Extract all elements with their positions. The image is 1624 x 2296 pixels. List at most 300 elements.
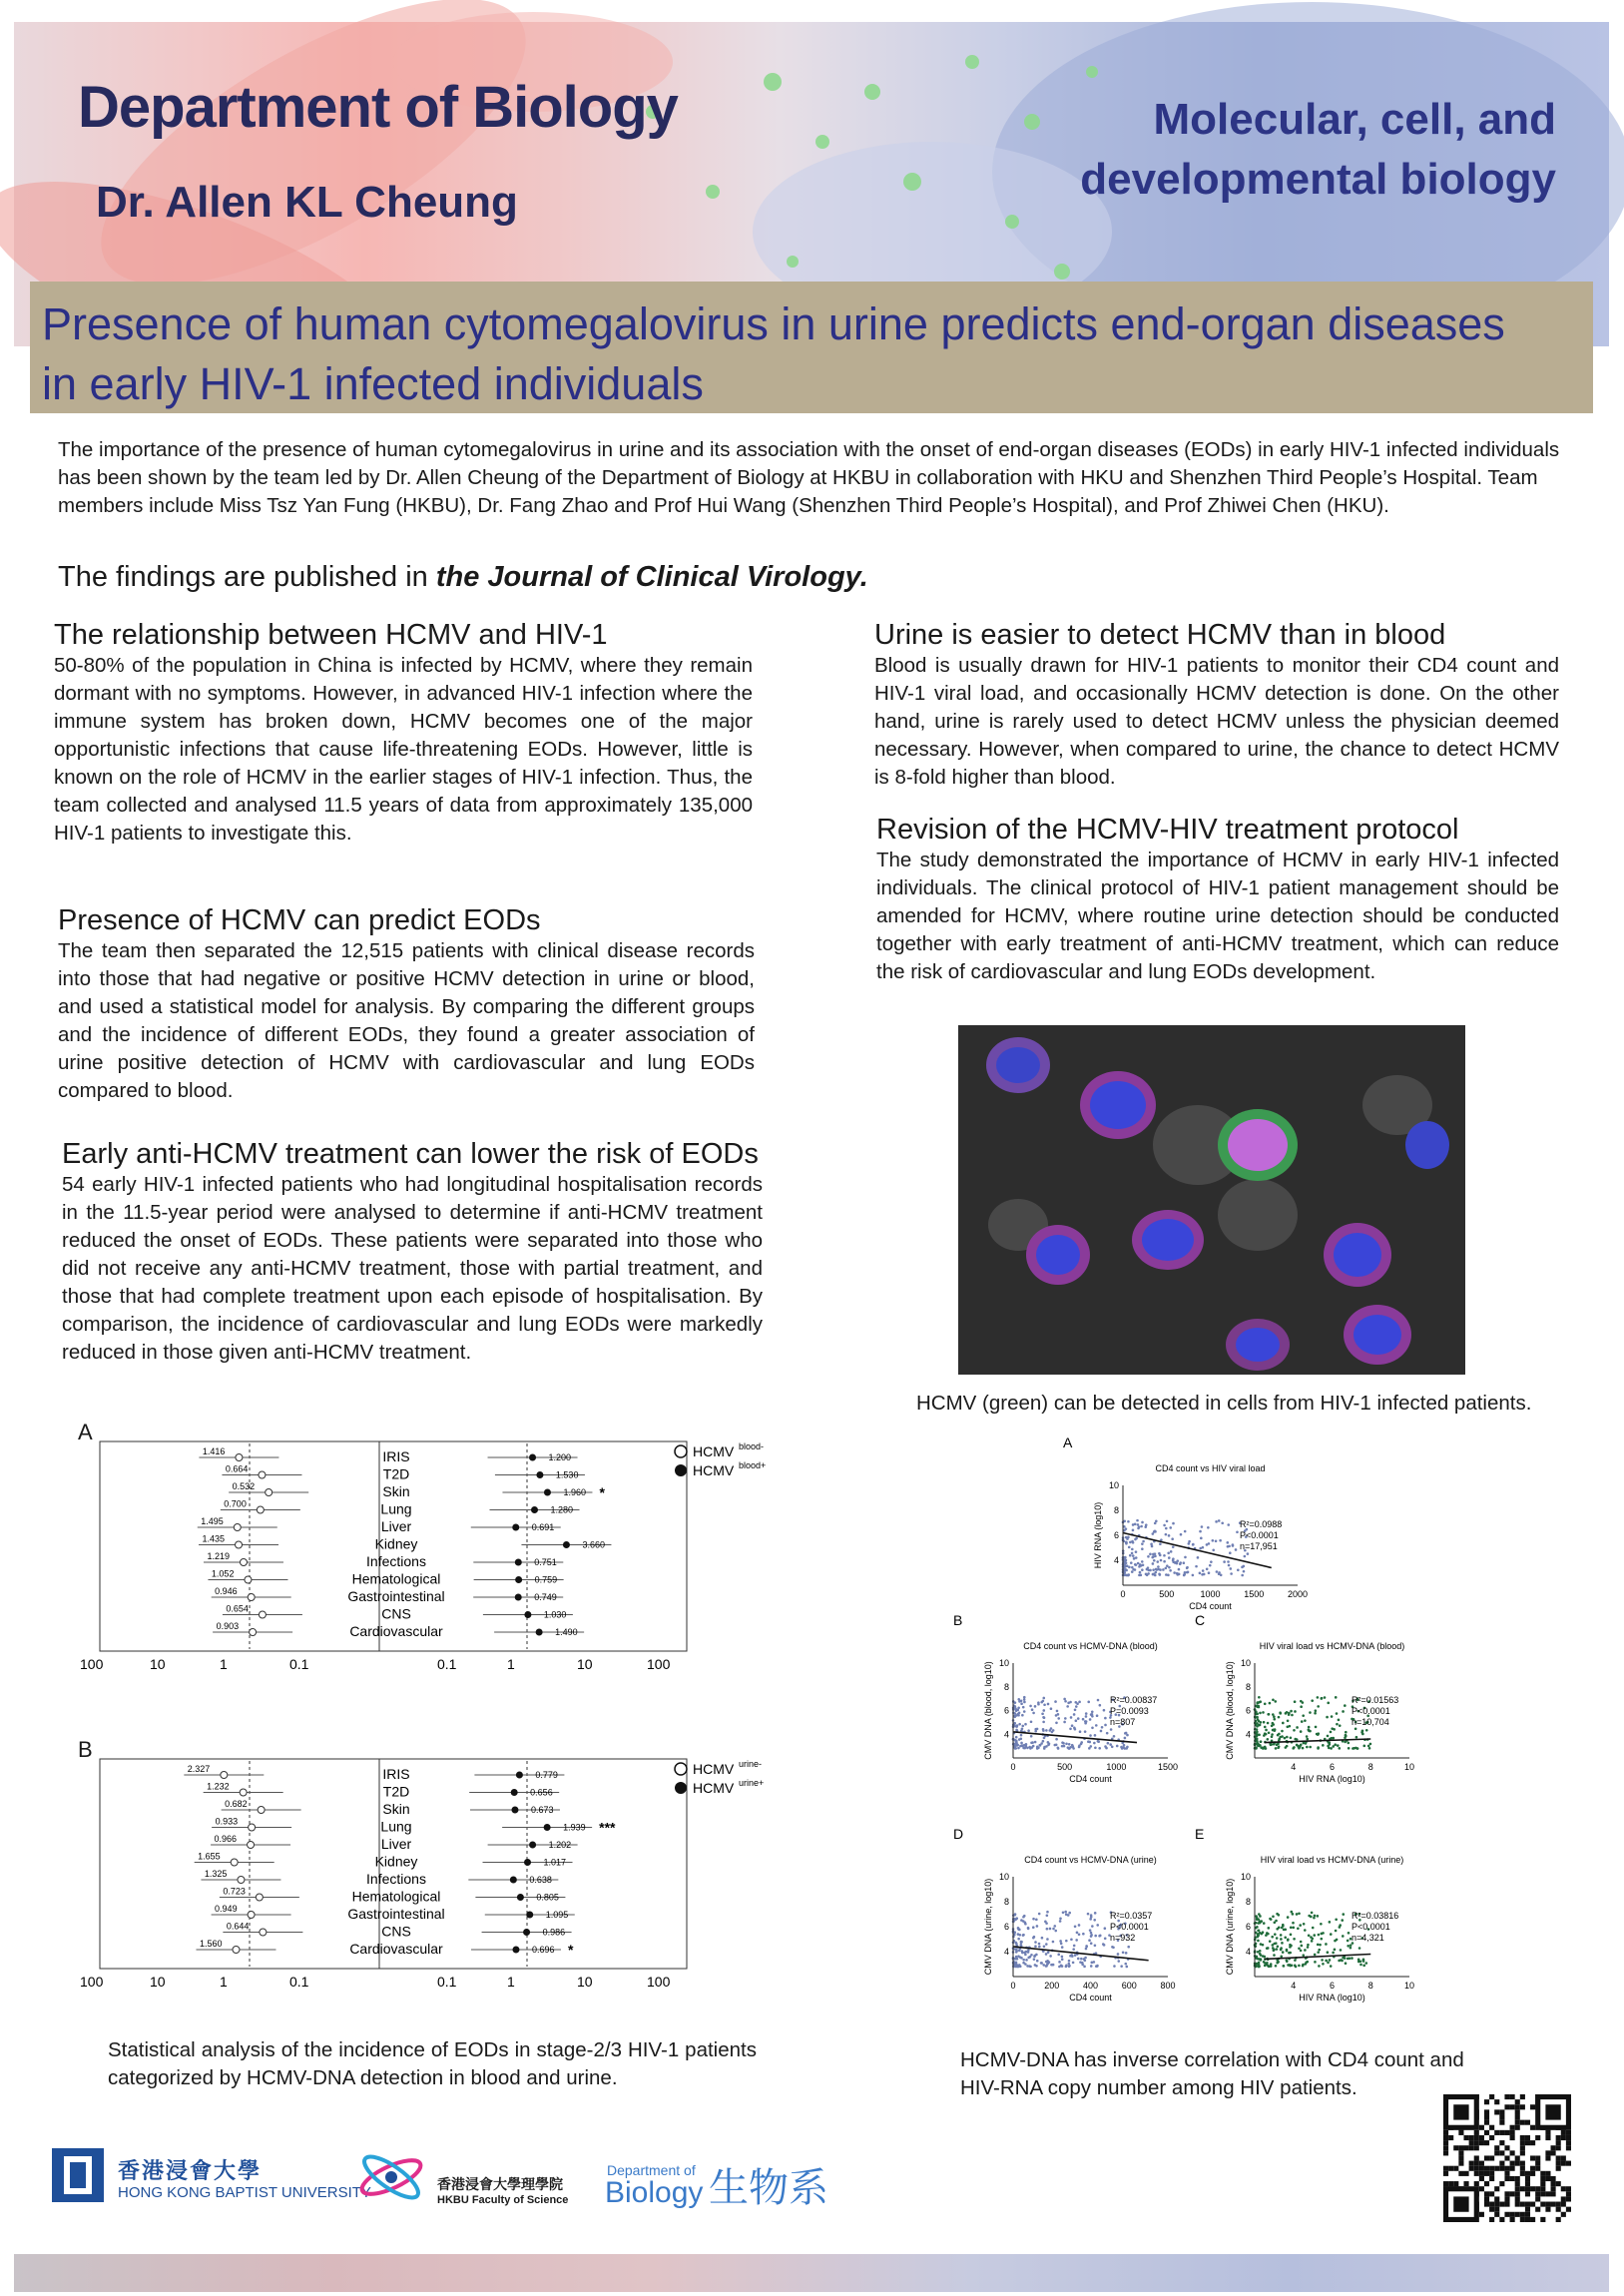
forest-point-filled	[516, 1772, 523, 1779]
scatter-point	[1103, 1709, 1106, 1712]
scatter-point	[1089, 1734, 1092, 1737]
scatter-point	[1106, 1732, 1109, 1735]
scatter-xlabel: CD4 count	[1069, 1774, 1112, 1784]
qr-module	[1479, 2176, 1484, 2181]
qr-module	[1535, 2135, 1540, 2140]
scatter-point	[1208, 1571, 1211, 1574]
scatter-point	[1285, 1712, 1288, 1715]
scatter-point	[1286, 1959, 1289, 1962]
scatter-point	[1041, 1937, 1044, 1940]
scatter-point	[1091, 1727, 1094, 1730]
qr-module	[1510, 2212, 1515, 2217]
scatter-point	[1277, 1945, 1280, 1948]
forest-category-label: T2D	[382, 1465, 410, 1482]
scatter-point	[1327, 1951, 1330, 1954]
qr-module	[1530, 2186, 1535, 2191]
qr-code[interactable]	[1443, 2094, 1571, 2222]
scatter-point	[1018, 1700, 1021, 1703]
scatter-point	[1078, 1933, 1081, 1936]
scatter-point	[1206, 1543, 1209, 1546]
scatter-point	[1068, 1743, 1071, 1746]
scatter-panels	[953, 1435, 1477, 2036]
scatter-point	[1015, 1943, 1018, 1946]
qr-module	[1504, 2104, 1509, 2109]
forest-category-label: IRIS	[382, 1448, 410, 1464]
scatter-point	[1306, 1746, 1309, 1749]
scatter-point	[1335, 1930, 1338, 1933]
scatter-point	[1104, 1745, 1107, 1748]
qr-module	[1540, 2217, 1545, 2222]
scatter-point	[1068, 1965, 1071, 1968]
scatter-point	[1219, 1539, 1222, 1542]
forest-category-label: Kidney	[374, 1535, 418, 1552]
scatter-point	[1046, 1938, 1049, 1941]
qr-module	[1530, 2171, 1535, 2176]
scatter-point	[1304, 1949, 1307, 1952]
scatter-point	[1288, 1713, 1291, 1716]
scatter-point	[1055, 1722, 1058, 1725]
scatter-point	[1132, 1568, 1135, 1571]
forest-category-label: CNS	[381, 1605, 411, 1622]
poster-title-line1: Presence of human cytomegalovirus in urine predicts end-organ diseases	[42, 298, 1505, 349]
hkbu-logo-icon	[48, 2144, 108, 2206]
scatter-point	[1273, 1718, 1276, 1721]
scatter-point	[1020, 1742, 1023, 1745]
scatter-point	[1256, 1936, 1259, 1939]
forest-tick-right: 0.1	[437, 1974, 457, 1990]
qr-module	[1489, 2135, 1494, 2140]
forest-value-right: 1.017	[543, 1857, 567, 1868]
forest-category-label: Infections	[366, 1553, 426, 1569]
scatter-point	[1277, 1734, 1280, 1737]
scatter-point	[1054, 1930, 1057, 1933]
scatter-point	[1335, 1918, 1338, 1921]
scatter-point	[1365, 1962, 1368, 1965]
forest-value-right: 0.751	[534, 1557, 557, 1567]
scatter-point	[1348, 1932, 1351, 1935]
scatter-point	[1227, 1523, 1230, 1526]
scatter-point	[1229, 1551, 1232, 1554]
scatter-point	[1284, 1737, 1287, 1740]
scatter-point	[1042, 1721, 1045, 1724]
scatter-y-tick: 10	[1108, 1480, 1119, 1490]
forest-value-right: 0.656	[530, 1787, 553, 1798]
scatter-point	[1348, 1747, 1351, 1750]
scatter-title: CD4 count vs HIV viral load	[1155, 1463, 1266, 1473]
forest-value-right: 1.939	[563, 1822, 586, 1833]
scatter-point	[1302, 1954, 1305, 1957]
qr-module	[1489, 2217, 1494, 2222]
qr-module	[1540, 2171, 1545, 2176]
hkbu-name-cn: 香港浸會大學	[118, 2158, 263, 2183]
scatter-point	[1264, 1702, 1267, 1705]
scatter-point	[1260, 1740, 1263, 1743]
scatter-point	[1291, 1714, 1294, 1717]
scatter-point	[1305, 1742, 1308, 1745]
forest-category-label: T2D	[382, 1783, 410, 1800]
scatter-point	[1057, 1746, 1060, 1749]
scatter-point	[1093, 1919, 1096, 1922]
qr-module	[1494, 2202, 1499, 2207]
scatter-point	[1133, 1557, 1136, 1560]
scatter-point	[1031, 1741, 1034, 1744]
qr-module	[1520, 2094, 1525, 2099]
scatter-point	[1125, 1565, 1128, 1568]
scatter-point	[1080, 1958, 1083, 1961]
scatter-point	[1365, 1729, 1368, 1732]
qr-module	[1443, 2145, 1448, 2150]
scatter-point	[1068, 1963, 1071, 1966]
faculty-science-logo-icon	[355, 2146, 427, 2208]
scatter-point	[1125, 1732, 1128, 1735]
scatter-point	[1154, 1555, 1157, 1558]
scatter-point	[1258, 1913, 1261, 1916]
scatter-y-tick: 10	[1240, 1658, 1251, 1668]
legend-label-negative: HCMV	[693, 1761, 735, 1777]
scatter-point	[1294, 1965, 1297, 1968]
scatter-point	[1310, 1936, 1313, 1939]
panel-label-a: A	[78, 1420, 93, 1444]
scatter-point	[1165, 1567, 1168, 1570]
heading-relationship: The relationship between HCMV and HIV-1	[54, 619, 608, 651]
scatter-point	[1085, 1715, 1088, 1718]
qr-module	[1545, 2207, 1550, 2212]
qr-module	[1545, 2150, 1550, 2155]
scatter-point	[1034, 1705, 1037, 1708]
scatter-point	[1139, 1571, 1142, 1574]
scatter-point	[1078, 1924, 1081, 1927]
scatter-point	[1068, 1912, 1071, 1915]
journal-name: the Journal of Clinical Virology.	[435, 561, 868, 593]
scatter-point	[1218, 1572, 1221, 1575]
scatter-point	[1049, 1955, 1052, 1958]
text-urine: Blood is usually drawn for HIV-1 patients to monitor their CD4 count and HIV-1 viral load, and occasionally HCMV detection is done. On the other hand, urine is rarely used to detect HCMV unless the physician deemed necessary. However, when compared to urine, the chance to detect HCMV is 8-fold higher than blood.	[874, 654, 1559, 789]
forest-value-right: 0.696	[531, 1945, 555, 1955]
forest-category-label: Kidney	[374, 1853, 418, 1870]
forest-point-filled	[515, 1559, 522, 1566]
scatter-point	[1131, 1552, 1134, 1555]
scatter-point	[1020, 1702, 1023, 1705]
scatter-point	[1168, 1556, 1171, 1559]
scatter-point	[1078, 1701, 1081, 1704]
forest-value-left: 1.052	[211, 1568, 235, 1579]
scatter-point	[1104, 1724, 1107, 1727]
forest-point-open	[249, 1824, 256, 1831]
qr-module	[1520, 2186, 1525, 2191]
scatter-point	[1345, 1962, 1348, 1965]
scatter-point	[1017, 1747, 1020, 1750]
scatter-point	[1027, 1928, 1030, 1931]
scatter-point	[1030, 1735, 1033, 1738]
scatter-point	[1020, 1734, 1023, 1737]
qr-module	[1520, 2104, 1525, 2109]
scatter-point	[1038, 1913, 1041, 1916]
qr-module	[1551, 2191, 1556, 2196]
scatter-point	[1074, 1954, 1077, 1957]
scatter-point	[1063, 1721, 1066, 1724]
scatter-point	[1091, 1710, 1094, 1713]
qr-module	[1540, 2202, 1545, 2207]
scatter-point	[1296, 1726, 1299, 1729]
scatter-point	[1199, 1572, 1202, 1575]
scatter-point	[1334, 1743, 1337, 1746]
scatter-point	[1278, 1716, 1281, 1719]
scatter-point	[1125, 1536, 1128, 1539]
scatter-point	[1024, 1954, 1027, 1957]
qr-module	[1545, 2171, 1550, 2176]
qr-module	[1525, 2176, 1530, 2181]
scatter-point	[1314, 1915, 1317, 1918]
scatter-ylabel: CMV DNA (urine, log10)	[1225, 1878, 1235, 1976]
qr-module	[1566, 2135, 1571, 2140]
scatter-point	[1275, 1942, 1278, 1945]
scatter-point	[1141, 1560, 1144, 1563]
scatter-point	[1087, 1701, 1090, 1704]
forest-point-open	[250, 1629, 257, 1636]
scatter-xlabel: CD4 count	[1189, 1601, 1232, 1611]
scatter-point	[1264, 1962, 1267, 1965]
qr-module	[1566, 2130, 1571, 2135]
scatter-point	[1283, 1965, 1286, 1968]
scatter-point	[1061, 1745, 1064, 1748]
scatter-point	[1020, 1942, 1023, 1945]
heading-early: Early anti-HCMV treatment can lower the risk of EODs	[62, 1138, 759, 1170]
scatter-x-tick: 10	[1403, 1762, 1415, 1772]
scatter-point	[1307, 1946, 1310, 1949]
qr-module	[1510, 2125, 1515, 2130]
scatter-point	[1293, 1938, 1296, 1941]
scatter-stat: n=807	[1110, 1716, 1136, 1727]
scatter-point	[1265, 1747, 1268, 1750]
publication-note	[58, 561, 868, 594]
forest-point-open	[238, 1877, 245, 1884]
scatter-point	[1056, 1710, 1059, 1713]
scatter-point	[1026, 1747, 1029, 1750]
scatter-x-tick: 6	[1329, 1762, 1336, 1772]
scatter-point	[1338, 1719, 1341, 1722]
forest-category-label: Skin	[382, 1483, 410, 1499]
qr-module	[1510, 2176, 1515, 2181]
scatter-point	[1165, 1527, 1168, 1530]
scatter-point	[1347, 1945, 1350, 1948]
scatter-point	[1322, 1744, 1325, 1747]
qr-module	[1484, 2191, 1489, 2196]
scatter-point	[1068, 1747, 1071, 1750]
qr-module	[1484, 2120, 1489, 2125]
scatter-point	[1065, 1940, 1068, 1943]
qr-module	[1463, 2181, 1468, 2186]
scatter-point	[1304, 1719, 1307, 1722]
forest-tick-left: 10	[150, 1656, 166, 1672]
scatter-point	[1280, 1949, 1283, 1952]
qr-module	[1535, 2161, 1540, 2166]
scatter-point	[1152, 1562, 1155, 1565]
scatter-y-tick: 6	[1245, 1705, 1251, 1716]
scatter-point	[1061, 1946, 1064, 1949]
scatter-point	[1022, 1920, 1025, 1923]
qr-module	[1474, 2135, 1479, 2140]
scatter-y-tick: 10	[998, 1658, 1009, 1668]
forest-value-left: 0.949	[215, 1904, 238, 1914]
scatter-point	[1338, 1747, 1341, 1750]
scatter-point	[1359, 1964, 1362, 1967]
scatter-point	[1300, 1700, 1303, 1703]
scatter-point	[1068, 1960, 1071, 1963]
legend-marker-filled	[675, 1782, 687, 1794]
scatter-point	[1061, 1956, 1064, 1959]
forest-value-right: 1.202	[548, 1840, 572, 1850]
text-relationship: 50-80% of the population in China is infected by HCMV, where they remain dormant with no symptoms. However, in advanced HIV-1 infection where the immune system has broken down, HCMV becomes one of the major opportunistic infections that cause life-threatening EODs. However, little is known on the role of HCMV in the earlier stages of HIV-1 infection. Thus, the team collected and analysed 11.5 years of data from approximately 135,000 HIV-1 patients to investigate this.	[54, 654, 753, 845]
qr-module	[1520, 2161, 1525, 2166]
scatter-point	[1339, 1724, 1342, 1727]
fluorescence-micrograph	[958, 1025, 1465, 1375]
qr-module	[1535, 2166, 1540, 2171]
scatter-point	[1176, 1572, 1179, 1575]
scatter-y-tick: 4	[1003, 1947, 1009, 1957]
legend-label-positive: HCMV	[693, 1462, 735, 1478]
scatter-point	[1027, 1957, 1030, 1960]
forest-point-filled	[515, 1576, 522, 1583]
scatter-point	[1265, 1733, 1268, 1736]
forest-tick-left: 0.1	[289, 1656, 309, 1672]
scatter-y-tick: 4	[1245, 1947, 1251, 1957]
qr-module	[1520, 2150, 1525, 2155]
scatter-point	[1064, 1911, 1067, 1914]
forest-point-open	[257, 1506, 264, 1513]
scatter-point	[1173, 1571, 1176, 1574]
scatter-point	[1362, 1745, 1365, 1748]
qr-module	[1489, 2125, 1494, 2130]
scatter-point	[1120, 1965, 1123, 1968]
forest-value-right: 0.986	[542, 1927, 566, 1938]
scatter-point	[1103, 1944, 1106, 1947]
scatter-point	[1046, 1914, 1049, 1917]
scatter-point	[1268, 1927, 1271, 1930]
qr-module	[1515, 2202, 1520, 2207]
forest-value-right: 0.805	[536, 1892, 559, 1903]
scatter-point	[1304, 1929, 1307, 1932]
scatter-point	[1159, 1554, 1162, 1557]
forest-point-filled	[531, 1506, 538, 1513]
scatter-point	[1141, 1542, 1144, 1545]
scatter-point	[1282, 1925, 1285, 1928]
scatter-point	[1070, 1954, 1073, 1957]
forest-point-filled	[536, 1471, 543, 1478]
qr-module	[1453, 2181, 1458, 2186]
scatter-point	[1262, 1711, 1265, 1714]
qr-module	[1510, 2150, 1515, 2155]
qr-module	[1494, 2207, 1499, 2212]
scatter-y-tick: 8	[1245, 1681, 1251, 1692]
forest-tick-right: 0.1	[437, 1656, 457, 1672]
qr-module	[1566, 2191, 1571, 2196]
scatter-point	[1260, 1954, 1263, 1957]
forest-value-left: 0.532	[232, 1481, 256, 1491]
legend-marker-open	[675, 1763, 687, 1775]
scatter-point	[1032, 1918, 1035, 1921]
qr-module	[1566, 2207, 1571, 2212]
qr-module	[1566, 2161, 1571, 2166]
scatter-point	[1241, 1574, 1244, 1577]
forest-point-filled	[524, 1611, 531, 1618]
scatter-point	[1155, 1520, 1158, 1523]
scatter-point	[1117, 1960, 1120, 1963]
scatter-point	[1199, 1547, 1202, 1550]
scatter-point	[1015, 1744, 1018, 1747]
qr-module	[1499, 2181, 1504, 2186]
scatter-point	[1091, 1715, 1094, 1718]
qr-module	[1463, 2171, 1468, 2176]
scatter-point	[1088, 1747, 1091, 1750]
scatter-point	[1287, 1964, 1290, 1967]
scatter-point	[1317, 1951, 1320, 1954]
scatter-point	[1271, 1733, 1274, 1736]
scatter-point	[1031, 1746, 1034, 1749]
forest-point-filled	[512, 1947, 519, 1954]
qr-module	[1515, 2196, 1520, 2201]
scatter-point	[1156, 1560, 1159, 1563]
scatter-point	[1036, 1747, 1039, 1750]
forest-point-open	[233, 1947, 240, 1954]
scatter-point	[1120, 1746, 1123, 1749]
bio-logo-cn: 生物系	[709, 2165, 828, 2211]
scatter-point	[1157, 1565, 1160, 1568]
qr-module	[1494, 2196, 1499, 2201]
qr-module	[1515, 2099, 1520, 2104]
scatter-point	[1357, 1961, 1360, 1964]
forest-tick-right: 1	[507, 1974, 515, 1990]
scatter-point	[1255, 1915, 1258, 1918]
qr-module	[1484, 2202, 1489, 2207]
scatter-point	[1128, 1546, 1131, 1549]
forest-point-filled	[512, 1524, 519, 1531]
scatter-point	[1134, 1538, 1137, 1541]
legend-sup-positive: blood+	[739, 1460, 767, 1470]
scatter-point	[1272, 1915, 1275, 1918]
scatter-point	[1015, 1948, 1018, 1951]
qr-module	[1551, 2181, 1556, 2186]
forest-value-right: 1.200	[548, 1452, 572, 1462]
qr-module	[1510, 2104, 1515, 2109]
forest-value-left: 1.232	[207, 1781, 230, 1792]
scatter-point	[1303, 1923, 1306, 1926]
scatter-y-tick: 8	[1113, 1505, 1119, 1515]
scatter-point	[1125, 1952, 1128, 1955]
scatter-point	[1197, 1556, 1200, 1559]
scatter-point	[1299, 1924, 1302, 1927]
scatter-y-tick: 4	[1113, 1555, 1119, 1565]
scatter-point	[1184, 1571, 1187, 1574]
scatter-point	[1094, 1912, 1097, 1915]
scatter-point	[1281, 1942, 1284, 1945]
forest-point-filled	[529, 1842, 536, 1849]
qr-module	[1561, 2196, 1566, 2201]
forest-value-left: 1.560	[199, 1939, 223, 1949]
scatter-point	[1063, 1698, 1066, 1701]
legend-marker-open	[675, 1445, 687, 1457]
forest-tick-left: 1	[220, 1974, 228, 1990]
scatter-point	[1160, 1559, 1163, 1562]
scatter-point	[1317, 1746, 1320, 1749]
scatter-point	[1168, 1534, 1171, 1537]
forest-point-open	[234, 1524, 241, 1531]
scatter-point	[1344, 1736, 1347, 1739]
scatter-point	[1298, 1965, 1301, 1968]
qr-module	[1494, 2099, 1499, 2104]
scatter-point	[1259, 1932, 1262, 1935]
scatter-point	[1022, 1962, 1025, 1965]
qr-module	[1484, 2171, 1489, 2176]
